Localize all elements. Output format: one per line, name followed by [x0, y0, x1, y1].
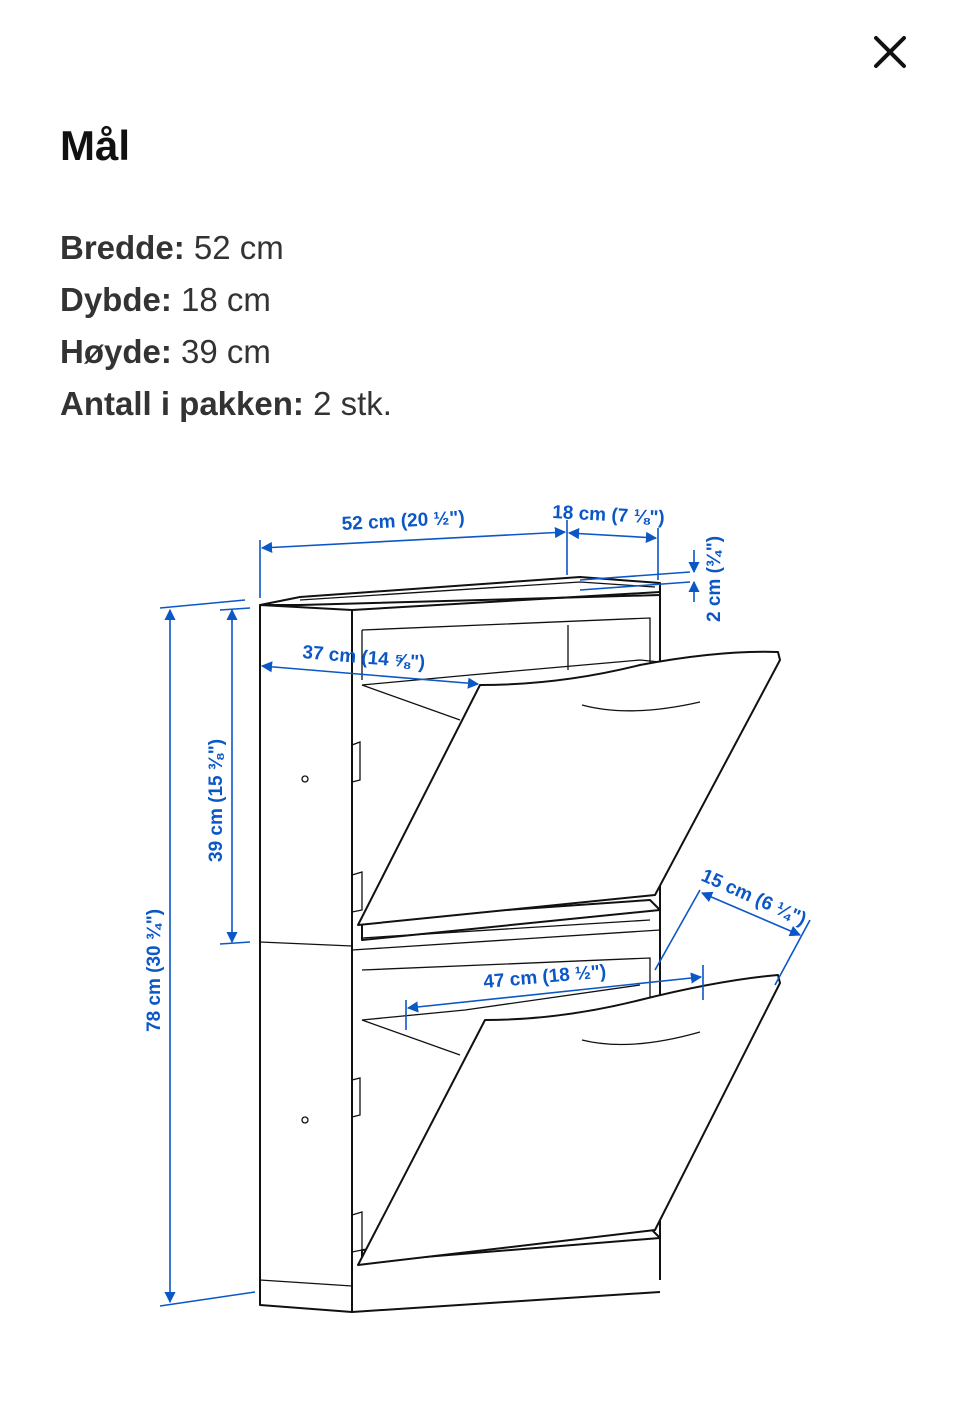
dimension-drawing [0, 480, 960, 1380]
dim-top-thickness-label: 2 cm (¾") [704, 535, 725, 622]
spec-label: Høyde: [60, 333, 172, 370]
dim-inner-width-label: 37 cm (14 ⅝") [301, 642, 427, 674]
spec-height [60, 326, 392, 378]
spec-value: 39 cm [181, 333, 271, 370]
spec-width [60, 222, 392, 274]
dim-depth-label: 18 cm (7 ⅛") [551, 502, 666, 529]
spec-label: Bredde: [60, 229, 185, 266]
dim-width-label: 52 cm (20 ½") [341, 507, 466, 535]
dim-flap-depth-label: 15 cm (6 ¼") [697, 865, 810, 931]
cabinet-illustration [260, 577, 780, 1312]
close-button[interactable] [866, 28, 914, 76]
close-icon [873, 35, 907, 69]
dim-unit-height-label: 39 cm (15 ⅜") [206, 738, 227, 862]
dim-total-height-label: 78 cm (30 ¾") [144, 908, 165, 1032]
dim-bottom-inner-width-label: 47 cm (18 ½") [482, 961, 608, 993]
dimension-list [60, 222, 392, 430]
spec-depth [60, 274, 392, 326]
spec-label: Dybde: [60, 281, 172, 318]
page-title: Mål [60, 122, 131, 169]
spec-value: 18 cm [181, 281, 271, 318]
spec-label: Antall i pakken: [60, 385, 304, 422]
spec-package-count [60, 378, 392, 430]
spec-value: 2 stk. [313, 385, 392, 422]
spec-value: 52 cm [193, 229, 284, 266]
